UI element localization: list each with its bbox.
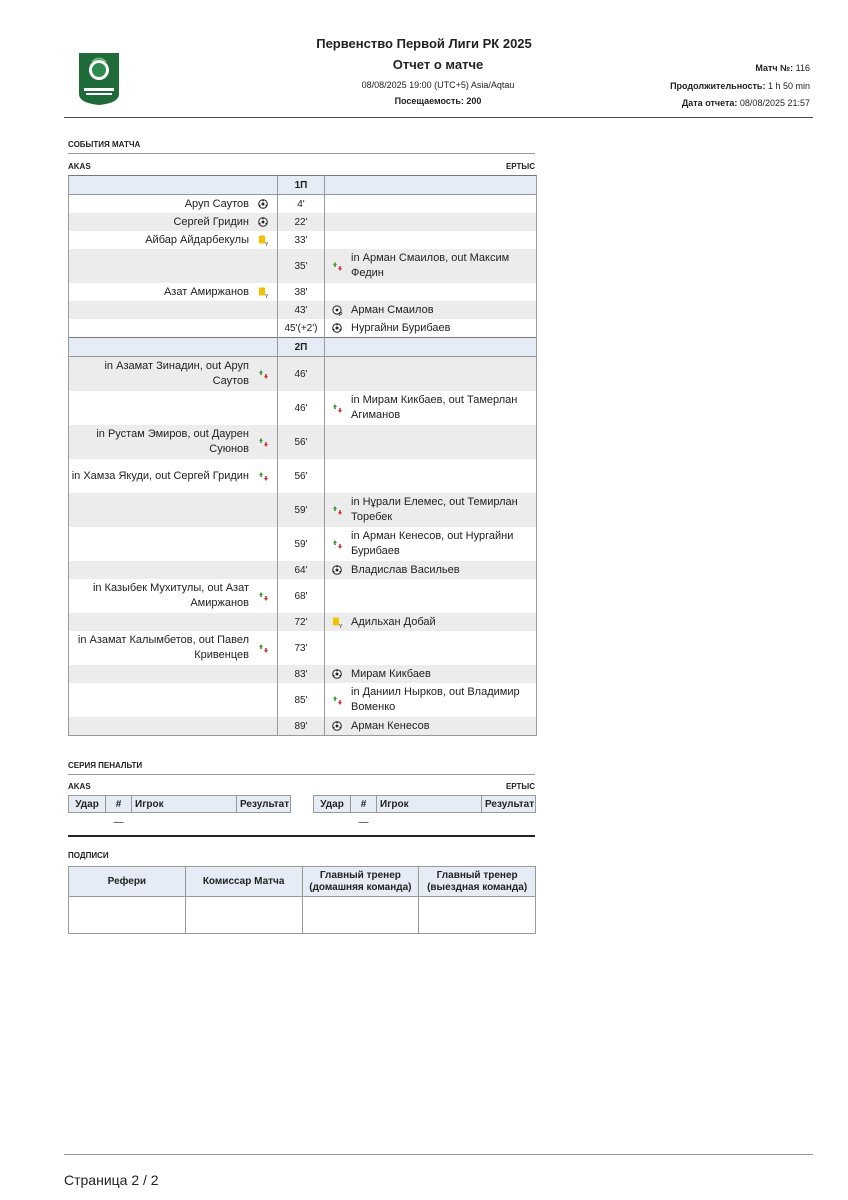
- event-row: [69, 357, 537, 392]
- event-text: Арман Кенесов: [351, 719, 430, 732]
- home-event-cell: [69, 683, 278, 717]
- event-text: in Мирам Кикбаев, out Тамерлан Агиманов: [351, 394, 518, 421]
- attendance-value: 200: [466, 96, 482, 106]
- home-event-cell: [69, 717, 278, 736]
- signature-box: [185, 897, 302, 934]
- home-event-cell: [69, 425, 278, 459]
- event-minute: 85': [278, 683, 325, 717]
- signature-home-coach: Главный тренер (домашняя команда): [302, 867, 419, 897]
- event-minute: 56': [278, 425, 325, 459]
- event-text: Арман Смаилов: [351, 303, 434, 316]
- away-event-cell: [325, 717, 537, 736]
- report-date-label: Дата отчета:: [681, 98, 738, 108]
- substitution-icon: [257, 470, 269, 482]
- event-text: in Казыбек Мухитулы, out Азат Амиржанов: [92, 582, 249, 609]
- away-event-cell: [325, 425, 537, 459]
- event-row: [69, 391, 537, 425]
- event-row: [69, 613, 537, 631]
- event-minute: 83': [278, 665, 325, 683]
- event-minute: 4': [278, 195, 325, 214]
- penalties-away-empty: —: [358, 816, 369, 828]
- penalties-home-team: AKAS: [68, 782, 91, 791]
- event-row: [69, 493, 537, 527]
- half-label: 2П: [278, 338, 325, 357]
- home-event-cell: [69, 631, 278, 665]
- away-event-cell: [325, 319, 537, 338]
- home-team-label: AKAS: [68, 162, 91, 171]
- home-event-cell: [69, 319, 278, 338]
- events-section-title: СОБЫТИЯ МАТЧА: [68, 140, 141, 149]
- away-event-cell: [325, 493, 537, 527]
- event-row: [69, 561, 537, 579]
- event-text: Мирам Кикбаев: [351, 667, 431, 680]
- away-event-cell: [325, 195, 537, 214]
- event-row: [69, 527, 537, 561]
- page-number: Страница 2 / 2: [64, 1172, 159, 1188]
- event-row: [69, 283, 537, 301]
- penalties-bottom-divider: [68, 835, 535, 837]
- signature-box: [69, 897, 186, 934]
- attendance-label: Посещаемость:: [394, 96, 464, 106]
- event-minute: 68': [278, 579, 325, 613]
- event-row: [69, 579, 537, 613]
- goal-icon: [257, 198, 269, 210]
- event-text: Нургайни Бурибаев: [351, 321, 451, 334]
- home-event-cell: [69, 213, 278, 231]
- event-text: Адильхан Добай: [351, 615, 436, 628]
- event-minute: 56': [278, 459, 325, 493]
- col-number: #: [351, 796, 377, 813]
- event-row: [69, 425, 537, 459]
- away-event-cell: [325, 527, 537, 561]
- home-event-cell: [69, 301, 278, 319]
- home-event-cell: [69, 665, 278, 683]
- signatures-header: [69, 867, 536, 897]
- svg-text:Y: Y: [264, 241, 268, 246]
- event-text: Сергей Гридин: [173, 215, 249, 228]
- penalties-away-header: [314, 796, 536, 813]
- home-event-cell: [69, 459, 278, 493]
- penalties-section-title: СЕРИЯ ПЕНАЛЬТИ: [68, 761, 143, 770]
- event-minute: 64': [278, 561, 325, 579]
- event-text: Азат Амиржанов: [163, 285, 249, 298]
- away-event-cell: [325, 391, 537, 425]
- duration-label: Продолжительность:: [670, 81, 766, 91]
- yellow-card-icon: [257, 234, 269, 246]
- event-minute: 43': [278, 301, 325, 319]
- signature-box: [419, 897, 536, 934]
- report-title: Первенство Первой Лиги РК 2025: [316, 36, 532, 51]
- header-divider: [64, 117, 813, 118]
- event-minute: 89': [278, 717, 325, 736]
- away-event-cell: [325, 683, 537, 717]
- goal-icon: [257, 216, 269, 228]
- away-event-cell: [325, 283, 537, 301]
- col-shot: Удар: [314, 796, 351, 813]
- home-event-cell: [69, 527, 278, 561]
- event-text: in Нұрали Елемес, out Темирлан Торебек: [351, 496, 518, 523]
- match-datetime: 08/08/2025 19:00 (UTC+5) Asia/Aqtau: [361, 80, 515, 90]
- col-result: Результат: [482, 796, 536, 813]
- penalties-home-header: [69, 796, 291, 813]
- event-row: [69, 631, 537, 665]
- away-event-cell: [325, 613, 537, 631]
- home-event-cell: [69, 283, 278, 301]
- substitution-icon: [331, 694, 343, 706]
- home-event-cell: [69, 249, 278, 283]
- penalty-goal-icon: [331, 304, 343, 316]
- event-text: Айбар Айдарбекулы: [145, 233, 249, 246]
- away-event-cell: [325, 357, 537, 392]
- match-number-value: 116: [795, 63, 810, 73]
- col-number: #: [106, 796, 132, 813]
- goal-icon: [331, 668, 343, 680]
- home-event-cell: [69, 357, 278, 392]
- col-player: Игрок: [132, 796, 237, 813]
- away-team-label: ЕРТЫС: [505, 162, 535, 171]
- event-text: in Рустам Эмиров, out Даурен Суюнов: [96, 428, 249, 455]
- away-event-cell: [325, 561, 537, 579]
- away-event-cell: [325, 249, 537, 283]
- event-row: [69, 665, 537, 683]
- substitution-icon: [331, 402, 343, 414]
- event-row: [69, 717, 537, 736]
- event-minute: 45'(+2'): [278, 319, 325, 338]
- svg-text:Y: Y: [338, 623, 342, 628]
- substitution-icon: [257, 436, 269, 448]
- away-event-cell: [325, 579, 537, 613]
- home-event-cell: [69, 195, 278, 214]
- penalties-away-team: ЕРТЫС: [505, 782, 535, 791]
- event-row: [69, 195, 537, 214]
- home-event-cell: [69, 613, 278, 631]
- home-event-cell: [69, 231, 278, 249]
- report-date: [682, 98, 810, 108]
- signatures-row: [69, 897, 536, 934]
- event-minute: 46': [278, 357, 325, 392]
- footer-divider: [64, 1154, 813, 1155]
- yellow-card-icon: [257, 286, 269, 298]
- signature-box: [302, 897, 419, 934]
- svg-text:Y: Y: [264, 293, 268, 298]
- col-result: Результат: [237, 796, 291, 813]
- col-shot: Удар: [69, 796, 106, 813]
- home-event-cell: [69, 493, 278, 527]
- col-player: Игрок: [377, 796, 482, 813]
- event-text: in Хамза Якуди, out Сергей Гридин: [71, 469, 249, 482]
- penalties-away-table: [313, 795, 536, 831]
- half-header: [69, 338, 537, 357]
- event-row: [69, 319, 537, 338]
- signature-away-coach: Главный тренер (выездная команда): [419, 867, 536, 897]
- event-minute: 46': [278, 391, 325, 425]
- goal-icon: [331, 564, 343, 576]
- event-minute: 73': [278, 631, 325, 665]
- signatures-section-title: ПОДПИСИ: [68, 851, 109, 860]
- event-minute: 59': [278, 493, 325, 527]
- home-event-cell: [69, 561, 278, 579]
- events-table: [68, 175, 537, 736]
- event-text: Аруп Саутов: [184, 197, 249, 210]
- event-minute: 35': [278, 249, 325, 283]
- away-event-cell: [325, 301, 537, 319]
- duration-value: 1 h 50 min: [767, 81, 810, 91]
- away-event-cell: [325, 213, 537, 231]
- event-row: [69, 301, 537, 319]
- half-header: [69, 176, 537, 195]
- svg-text:P: P: [338, 311, 342, 316]
- event-text: in Арман Смаилов, out Максим Федин: [351, 252, 510, 279]
- events-section-divider: [68, 153, 535, 154]
- event-text: Владислав Васильев: [351, 563, 460, 576]
- event-row: [69, 459, 537, 493]
- report-date-value: 08/08/2025 21:57: [739, 98, 810, 108]
- away-event-cell: [325, 631, 537, 665]
- report-subtitle: Отчет о матче: [392, 57, 484, 72]
- away-event-cell: [325, 459, 537, 493]
- event-row: [69, 683, 537, 717]
- event-row: [69, 231, 537, 249]
- event-row: [69, 249, 537, 283]
- event-text: in Азамат Калымбетов, out Павел Кривенцев: [77, 634, 249, 661]
- penalties-section-divider: [68, 774, 535, 775]
- substitution-icon: [331, 504, 343, 516]
- event-minute: 72': [278, 613, 325, 631]
- away-event-cell: [325, 231, 537, 249]
- match-duration: [670, 81, 810, 91]
- substitution-icon: [257, 590, 269, 602]
- event-text: in Даниил Нырков, out Владимир Воменко: [351, 686, 520, 713]
- event-text: in Арман Кенесов, out Нургайни Бурибаев: [351, 530, 514, 557]
- event-minute: 38': [278, 283, 325, 301]
- match-number: [755, 63, 810, 73]
- signature-referee: Рефери: [69, 867, 186, 897]
- substitution-icon: [257, 368, 269, 380]
- home-event-cell: [69, 579, 278, 613]
- goal-icon: [331, 720, 343, 732]
- substitution-icon: [331, 260, 343, 272]
- signatures-table: [68, 866, 536, 934]
- event-minute: 22': [278, 213, 325, 231]
- substitution-icon: [257, 642, 269, 654]
- signature-commissioner: Комиссар Матча: [185, 867, 302, 897]
- event-text: in Азамат Зинадин, out Аруп Саутов: [104, 360, 249, 387]
- penalties-home-empty: —: [113, 816, 124, 828]
- home-event-cell: [69, 391, 278, 425]
- event-minute: 59': [278, 527, 325, 561]
- yellow-card-icon: [331, 616, 343, 628]
- match-number-label: Матч №:: [755, 63, 794, 73]
- goal-icon: [331, 322, 343, 334]
- event-minute: 33': [278, 231, 325, 249]
- substitution-icon: [331, 538, 343, 550]
- event-row: [69, 213, 537, 231]
- half-label: 1П: [278, 176, 325, 195]
- penalties-home-table: [68, 795, 291, 831]
- away-event-cell: [325, 665, 537, 683]
